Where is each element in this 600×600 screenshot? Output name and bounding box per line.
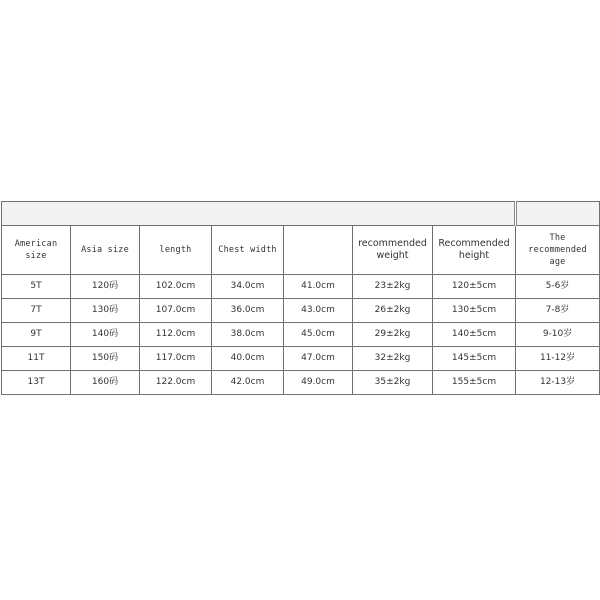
cell-asia-size: 160码 [71,371,140,395]
cell-length: 117.0cm [140,347,212,371]
cell-american-size: 11T [2,347,71,371]
cell-weight: 35±2kg [353,371,433,395]
cell-measure: 49.0cm [284,371,353,395]
cell-asia-size: 130码 [71,299,140,323]
cell-weight: 26±2kg [353,299,433,323]
table-header-row [2,226,600,275]
header-recommended-height: Recommended height [433,226,516,275]
cell-age: 5-6岁 [516,275,600,299]
table-row [2,323,600,347]
table-banner-row [2,202,600,226]
header-american-size: American size [2,226,71,275]
banner-cell-right [516,202,600,226]
table-row [2,275,600,299]
cell-american-size: 7T [2,299,71,323]
cell-length: 112.0cm [140,323,212,347]
cell-chest-width: 34.0cm [212,275,284,299]
cell-chest-width: 40.0cm [212,347,284,371]
cell-age: 7-8岁 [516,299,600,323]
cell-american-size: 5T [2,275,71,299]
cell-measure: 47.0cm [284,347,353,371]
cell-weight: 23±2kg [353,275,433,299]
cell-weight: 32±2kg [353,347,433,371]
cell-chest-width: 42.0cm [212,371,284,395]
cell-length: 102.0cm [140,275,212,299]
cell-chest-width: 36.0cm [212,299,284,323]
cell-length: 122.0cm [140,371,212,395]
table-row [2,347,600,371]
header-blank [284,226,353,275]
cell-asia-size: 150码 [71,347,140,371]
cell-weight: 29±2kg [353,323,433,347]
cell-measure: 41.0cm [284,275,353,299]
cell-height: 145±5cm [433,347,516,371]
cell-height: 120±5cm [433,275,516,299]
header-asia-size: Asia size [71,226,140,275]
cell-height: 155±5cm [433,371,516,395]
cell-height: 140±5cm [433,323,516,347]
cell-chest-width: 38.0cm [212,323,284,347]
size-chart-table [1,201,600,395]
table-row [2,371,600,395]
cell-age: 11-12岁 [516,347,600,371]
cell-age: 12-13岁 [516,371,600,395]
header-recommended-weight: recommended weight [353,226,433,275]
cell-age: 9-10岁 [516,323,600,347]
cell-measure: 45.0cm [284,323,353,347]
cell-measure: 43.0cm [284,299,353,323]
table-body [2,275,600,395]
header-chest-width: Chest width [212,226,284,275]
header-recommended-age: The recommended age [516,226,600,275]
cell-asia-size: 140码 [71,323,140,347]
cell-american-size: 9T [2,323,71,347]
cell-length: 107.0cm [140,299,212,323]
table-row [2,299,600,323]
cell-height: 130±5cm [433,299,516,323]
cell-asia-size: 120码 [71,275,140,299]
banner-cell [2,202,516,226]
cell-american-size: 13T [2,371,71,395]
header-length: length [140,226,212,275]
